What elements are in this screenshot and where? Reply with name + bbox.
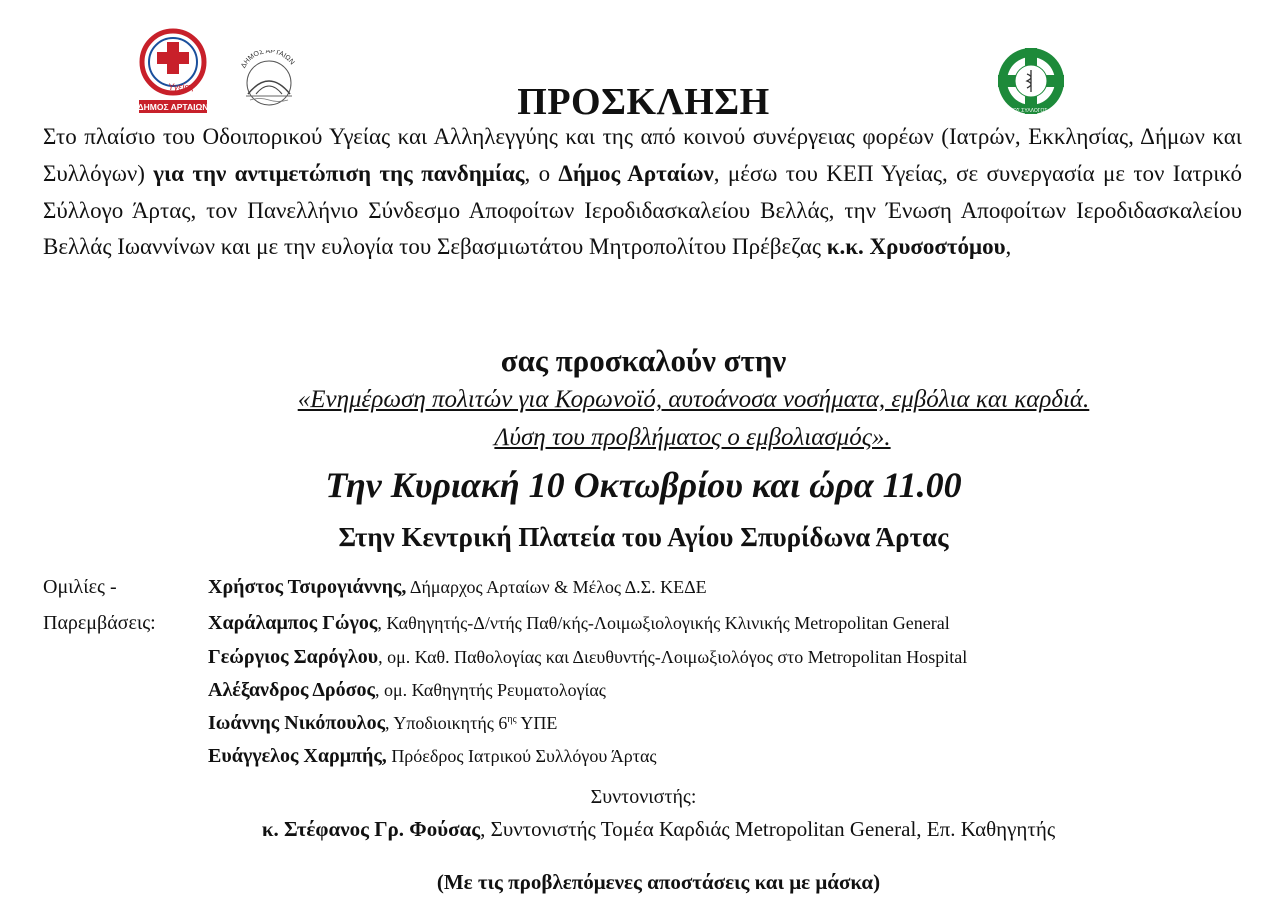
coordinator-label: Συντονιστής: <box>590 786 697 808</box>
speaker-name: Ευάγγελος Χαρμπής, <box>208 745 387 767</box>
speaker-row <box>208 646 967 669</box>
speaker-row <box>208 612 950 635</box>
speaker-name: Ιωάννης Νικόπουλος <box>208 712 386 734</box>
dimos-emblem-caption: ΔΗΜΟΣ ΑΡΤΑΙΩΝ <box>240 50 296 70</box>
speaker-row <box>208 679 606 702</box>
coordinator-role: , Συντονιστής Τομέα Καρδιάς Metropolitan General, Επ. Καθηγητής <box>480 817 1056 841</box>
safety-note: (Με τις προβλεπόμενες αποστάσεις και με μάσκα) <box>436 870 881 894</box>
topic-line-2: Λύση του προβλήματος ο εμβολιασμός». <box>494 424 891 451</box>
svg-text:ΔΗΜΟΣ ΑΡΤΑΙΩΝ <box>240 50 295 69</box>
intro-bold-municipality: Δήμος Αρταίων <box>558 160 714 186</box>
speaker-name: Αλέξανδρος Δρόσος <box>208 679 375 701</box>
speaker-role: , Υποδιοικητής 6 <box>385 713 508 733</box>
speaker-name: Γεώργιος Σαρόγλου <box>208 646 379 668</box>
speaker-role-suffix: ΥΠΕ <box>516 713 558 733</box>
kep-abbr: ΚΕΠ <box>161 73 185 85</box>
event-venue: Στην Κεντρική Πλατεία του Αγίου Σπυρίδωνα Άρτας <box>338 522 949 552</box>
topic-line-1: «Ενημέρωση πολιτών για Κορωνοϊό, αυτοάνοσα νοσήματα, εμβόλια και καρδιά. <box>297 386 1090 413</box>
intro-text: , ο <box>524 160 559 186</box>
speaker-role: Πρόεδρος Ιατρικού Συλλόγου Άρτας <box>386 746 657 766</box>
intro-paragraph <box>43 119 1242 266</box>
speaker-role: Δήμαρχος Αρταίων & Μέλος Δ.Σ. ΚΕΔΕ <box>406 577 707 597</box>
speaker-role-superscript: ης <box>507 714 517 725</box>
page-title: ΠΡΟΣΚΛΗΣΗ <box>517 81 770 123</box>
speaker-role: , ομ. Καθηγητής Ρευματολογίας <box>374 680 606 700</box>
intro-text: , <box>1005 234 1012 260</box>
medical-association-caption: ΙΑΤΡΙΚΟΣ ΣΥΛΛΟΓΟΣ ΑΡΤΑΣ <box>997 108 1065 114</box>
invite-heading: σας προσκαλούν στην <box>500 343 787 378</box>
speeches-label: Ομιλίες - <box>43 576 117 598</box>
coordinator-name: κ. Στέφανος Γρ. Φούσας <box>261 817 481 841</box>
speaker-name: Χαράλαμπος Γώγος <box>208 612 378 634</box>
speaker-role: , ομ. Καθ. Παθολογίας και Διευθυντής-Λοιμωξιολόγος στο Metropolitan Hospital <box>378 647 968 667</box>
event-date: Την Κυριακή 10 Οκτωβρίου και ώρα 11.00 <box>325 465 962 505</box>
coordinator-row <box>0 817 1287 842</box>
intro-text: , μέσω του ΚΕΠ Υγείας, σε συνεργασία με τον Ιατρικό Σύλλογο Άρτας, τον Πανελλήνιο Σύνδεσμο Αποφοίτων Ιεροδιδασκαλείου Βελλάς, την Ένωση Αποφοίτων Ιεροδιδασκαλείου Βελλάς Ιωαννίνων και με την ευλογία του Σεβασμιωτάτου Μητροπολίτου Πρέβεζας <box>43 160 1242 260</box>
speaker-row <box>208 712 557 735</box>
speaker-role: , Καθηγητής-Δ/ντής Παθ/κής-Λοιμωξιολογικής Κλινικής Metropolitan General <box>377 613 950 633</box>
kep-script: Υγείας <box>168 82 194 92</box>
intro-bold-metropolitan: κ.κ. Χρυσοστόμου <box>826 234 1006 260</box>
interventions-label: Παρεμβάσεις: <box>43 612 156 634</box>
intro-text: Στο πλαίσιο του Οδοιπορικού Υγείας και Αλληλεγγύης και της από κοινού συνέργειας φορέων (Ιατρών, Εκκλησίας, Δήμων και Συλλόγων) <box>43 124 1242 186</box>
speaker-name: Χρήστος Τσιρογιάννης, <box>208 576 407 598</box>
kep-logo-caption: ΔΗΜΟΣ ΑΡΤΑΙΩΝ <box>137 102 209 112</box>
intro-bold-pandemic: για την αντιμετώπιση της πανδημίας <box>153 160 525 186</box>
speaker-row <box>208 745 657 768</box>
speaker-row <box>208 576 707 599</box>
